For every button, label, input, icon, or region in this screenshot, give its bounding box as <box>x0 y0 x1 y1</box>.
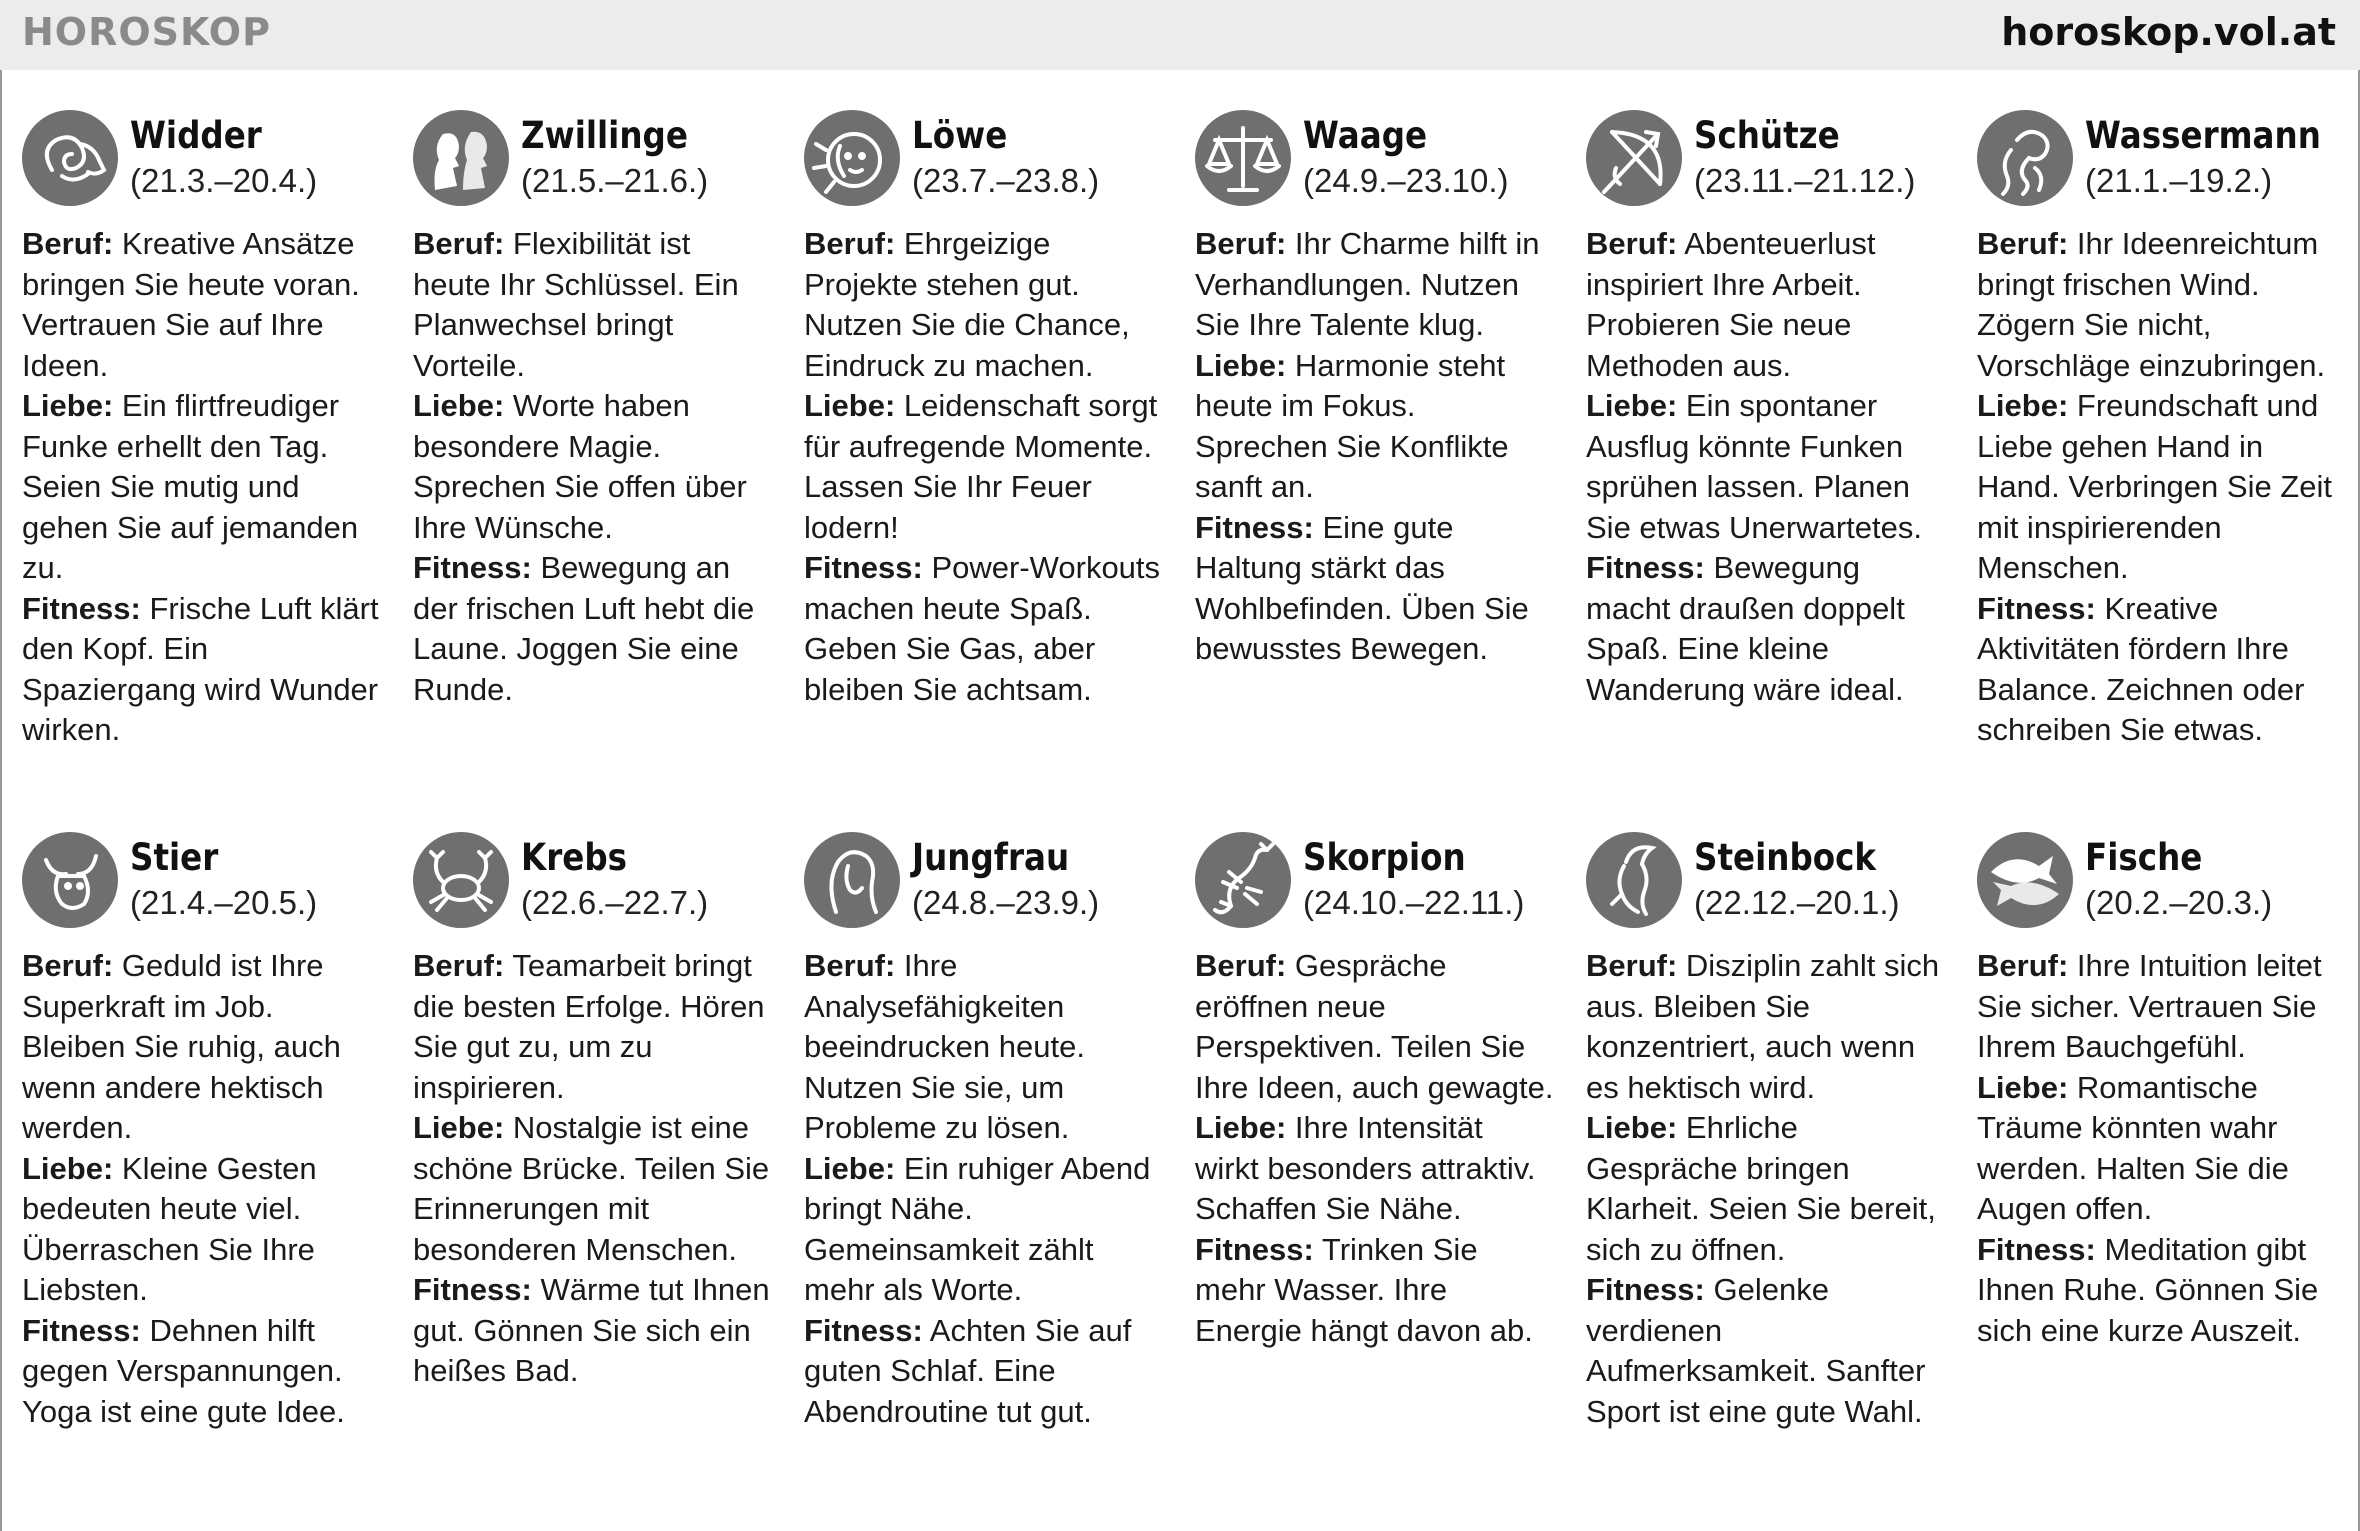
beruf-text: Disziplin zahlt sich aus. Bleiben Sie konzentriert, auch wenn es hektisch wird. <box>1586 948 1940 1105</box>
sign-dates: (23.7.–23.8.) <box>912 162 1100 199</box>
fitness-paragraph <box>1586 548 1946 710</box>
liebe-text: Worte haben besondere Magie. Sprechen Sie offen über Ihre Wünsche. <box>413 388 747 545</box>
sign-text <box>1977 946 2337 1351</box>
liebe-paragraph <box>1195 1108 1555 1230</box>
bull-icon <box>22 832 118 928</box>
beruf-text: Abenteuerlust inspiriert Ihre Arbeit. Probieren Sie neue Methoden aus. <box>1586 226 1876 383</box>
liebe-paragraph <box>1977 386 2337 589</box>
sign-text <box>804 946 1164 1432</box>
liebe-paragraph <box>1586 1108 1946 1270</box>
liebe-paragraph <box>1586 386 1946 548</box>
fitness-paragraph <box>22 589 382 751</box>
fitness-paragraph <box>1977 1230 2337 1352</box>
beruf-label: Beruf: <box>804 948 896 983</box>
fitness-paragraph <box>1195 508 1555 670</box>
liebe-label: Liebe: <box>413 388 505 423</box>
header-bar <box>0 0 2360 70</box>
liebe-paragraph <box>413 1108 773 1270</box>
sign-text <box>1195 946 1555 1351</box>
fitness-text: Gelenke verdienen Aufmerksamkeit. Sanfter Sport ist eine gute Wahl. <box>1586 1272 1926 1429</box>
fitness-text: Kreative Aktivitäten fördern Ihre Balance. Zeichnen oder schreiben Sie etwas. <box>1977 590 2305 747</box>
beruf-text: Ihr Charme hilft in Verhandlungen. Nutzen Sie Ihre Talente klug. <box>1195 226 1540 342</box>
site-url[interactable]: horoskop.vol.at <box>2001 10 2336 54</box>
beruf-paragraph <box>1977 224 2337 386</box>
fitness-text: Meditation gibt Ihnen Ruhe. Gönnen Sie sich eine kurze Auszeit. <box>1977 1231 2319 1348</box>
fitness-text: Dehnen hilft gegen Verspannungen. Yoga ist eine gute Idee. <box>22 1312 345 1429</box>
liebe-label: Liebe: <box>1977 1069 2069 1105</box>
lion-icon <box>804 110 900 206</box>
scales-icon <box>1195 110 1291 206</box>
beruf-paragraph <box>1195 946 1555 1108</box>
fitness-paragraph <box>413 548 773 710</box>
liebe-text: Freundschaft und Liebe gehen Hand in Hand. Verbringen Sie Zeit mit inspirierenden Menschen. <box>1977 388 2332 585</box>
fitness-paragraph <box>804 1311 1164 1433</box>
sign-name: Steinbock <box>1694 836 1877 879</box>
fitness-label: Fitness: <box>22 1312 141 1348</box>
beruf-paragraph <box>413 946 773 1108</box>
beruf-text: Flexibilität ist heute Ihr Schlüssel. Ein Planwechsel bringt Vorteile. <box>413 226 739 383</box>
sign-name: Widder <box>130 114 262 157</box>
beruf-label: Beruf: <box>1586 948 1678 983</box>
fish-icon <box>1977 832 2073 928</box>
fitness-label: Fitness: <box>804 550 923 585</box>
sign-text <box>22 946 382 1432</box>
beruf-text: Ihre Analysefähigkeiten beeindrucken heute. Nutzen Sie sie, um Probleme zu lösen. <box>804 948 1085 1145</box>
liebe-paragraph <box>413 386 773 548</box>
beruf-paragraph <box>1195 224 1555 346</box>
sign-name: Stier <box>130 836 219 879</box>
sign-name: Waage <box>1303 114 1428 157</box>
fitness-label: Fitness: <box>1586 550 1705 585</box>
liebe-text: Ein spontaner Ausflug könnte Funken sprühen lassen. Planen Sie etwas Unerwartetes. <box>1586 388 1922 545</box>
liebe-label: Liebe: <box>1195 347 1287 383</box>
sign-name: Krebs <box>521 836 628 879</box>
beruf-paragraph <box>804 946 1164 1149</box>
fitness-label: Fitness: <box>1977 590 2096 626</box>
fitness-label: Fitness: <box>1586 1272 1705 1307</box>
sign-dates: (21.5.–21.6.) <box>521 162 709 199</box>
sign-dates: (21.3.–20.4.) <box>130 162 318 199</box>
beruf-text: Teamarbeit bringt die besten Erfolge. Hören Sie gut zu, um zu inspirieren. <box>413 948 765 1105</box>
liebe-label: Liebe: <box>1195 1110 1287 1145</box>
page-title: HOROSKOP <box>22 10 271 54</box>
fitness-paragraph <box>804 548 1164 710</box>
fitness-label: Fitness: <box>413 550 532 585</box>
sign-dates: (23.11.–21.12.) <box>1694 162 1916 199</box>
beruf-paragraph <box>1977 946 2337 1068</box>
beruf-paragraph <box>1586 946 1946 1108</box>
fitness-text: Wärme tut Ihnen gut. Gönnen Sie sich ein heißes Bad. <box>413 1272 770 1388</box>
beruf-text: Ehrgeizige Projekte stehen gut. Nutzen Sie die Chance, Eindruck zu machen. <box>804 226 1130 383</box>
crab-icon <box>413 832 509 928</box>
beruf-text: Ihre Intuition leitet Sie sicher. Vertrauen Sie Ihrem Bauchgefühl. <box>1977 948 2322 1064</box>
sign-text <box>413 224 773 710</box>
liebe-label: Liebe: <box>413 1110 505 1145</box>
beruf-text: Ihr Ideenreichtum bringt frischen Wind. Zögern Sie nicht, Vorschläge einzubringen. <box>1977 226 2326 383</box>
sign-text <box>1977 224 2337 751</box>
fitness-paragraph <box>1586 1270 1946 1432</box>
fitness-label: Fitness: <box>804 1312 923 1348</box>
sign-dates: (21.4.–20.5.) <box>130 884 318 921</box>
virgin-icon <box>804 832 900 928</box>
archer-icon <box>1586 110 1682 206</box>
liebe-paragraph <box>1195 346 1555 508</box>
beruf-label: Beruf: <box>1586 226 1678 261</box>
liebe-label: Liebe: <box>22 1150 114 1186</box>
beruf-paragraph <box>22 224 382 386</box>
liebe-label: Liebe: <box>1586 1110 1678 1145</box>
sign-text <box>1586 946 1946 1432</box>
sign-text <box>22 224 382 751</box>
ram-icon <box>22 110 118 206</box>
sign-dates: (24.8.–23.9.) <box>912 884 1100 921</box>
sign-dates: (24.10.–22.11.) <box>1303 884 1525 921</box>
beruf-paragraph <box>804 224 1164 386</box>
frame-border-left <box>0 70 2 1531</box>
twins-icon <box>413 110 509 206</box>
sign-dates: (21.1.–19.2.) <box>2085 162 2273 199</box>
beruf-label: Beruf: <box>1195 948 1287 983</box>
liebe-label: Liebe: <box>804 1150 896 1186</box>
sign-dates: (22.6.–22.7.) <box>521 884 709 921</box>
sign-name: Skorpion <box>1303 836 1466 879</box>
liebe-text: Harmonie steht heute im Fokus. Sprechen Sie Konflikte sanft an. <box>1195 347 1509 504</box>
fitness-text: Achten Sie auf guten Schlaf. Eine Abendroutine tut gut. <box>804 1312 1132 1429</box>
sign-dates: (22.12.–20.1.) <box>1694 884 1900 921</box>
sign-name: Fische <box>2085 836 2203 879</box>
liebe-paragraph <box>804 1149 1164 1311</box>
fitness-paragraph <box>22 1311 382 1433</box>
beruf-label: Beruf: <box>413 226 505 261</box>
beruf-label: Beruf: <box>1977 948 2069 983</box>
liebe-text: Ein flirtfreudiger Funke erhellt den Tag. Seien Sie mutig und gehen Sie auf jemanden zu. <box>22 388 359 585</box>
water-bearer-icon <box>1977 110 2073 206</box>
liebe-text: Leidenschaft sorgt für aufregende Momente. Lassen Sie Ihr Feuer lodern! <box>804 388 1158 545</box>
fitness-paragraph <box>413 1270 773 1392</box>
beruf-label: Beruf: <box>22 948 114 983</box>
sign-name: Schütze <box>1694 114 1840 157</box>
liebe-label: Liebe: <box>1586 388 1678 423</box>
beruf-paragraph <box>413 224 773 386</box>
fitness-text: Trinken Sie mehr Wasser. Ihre Energie hängt davon ab. <box>1195 1231 1533 1348</box>
liebe-label: Liebe: <box>1977 388 2069 423</box>
sign-name: Jungfrau <box>912 836 1070 879</box>
beruf-text: Gespräche eröffnen neue Perspektiven. Teilen Sie Ihre Ideen, auch gewagte. <box>1195 948 1554 1105</box>
fitness-text: Bewegung macht draußen doppelt Spaß. Eine kleine Wanderung wäre ideal. <box>1586 550 1905 707</box>
fitness-paragraph <box>1977 589 2337 751</box>
sign-text <box>413 946 773 1392</box>
fitness-label: Fitness: <box>22 590 141 626</box>
fitness-paragraph <box>1195 1230 1555 1352</box>
liebe-label: Liebe: <box>22 388 114 423</box>
fitness-text: Bewegung an der frischen Luft hebt die Laune. Joggen Sie eine Runde. <box>413 550 755 707</box>
beruf-paragraph <box>22 946 382 1149</box>
beruf-label: Beruf: <box>1195 226 1287 261</box>
sign-name: Wassermann <box>2085 114 2321 157</box>
fitness-label: Fitness: <box>1195 509 1314 545</box>
fitness-label: Fitness: <box>413 1272 532 1307</box>
liebe-text: Ihre Intensität wirkt besonders attraktiv. Schaffen Sie Nähe. <box>1195 1110 1536 1226</box>
sign-text <box>1586 224 1946 710</box>
beruf-text: Geduld ist Ihre Superkraft im Job. Bleiben Sie ruhig, auch wenn andere hektisch werden. <box>22 948 341 1145</box>
liebe-text: Kleine Gesten bedeuten heute viel. Überraschen Sie Ihre Liebsten. <box>22 1150 317 1307</box>
sign-text <box>1195 224 1555 670</box>
beruf-paragraph <box>1586 224 1946 386</box>
liebe-paragraph <box>804 386 1164 548</box>
liebe-text: Ein ruhiger Abend bringt Nähe. Gemeinsamkeit zählt mehr als Worte. <box>804 1150 1151 1307</box>
fitness-label: Fitness: <box>1195 1231 1314 1267</box>
sign-name: Löwe <box>912 114 1008 157</box>
liebe-text: Nostalgie ist eine schöne Brücke. Teilen Sie Erinnerungen mit besonderen Menschen. <box>413 1110 770 1267</box>
sign-dates: (20.2.–20.3.) <box>2085 884 2273 921</box>
sign-name: Zwillinge <box>521 114 688 157</box>
liebe-text: Ehrliche Gespräche bringen Klarheit. Seien Sie bereit, sich zu öffnen. <box>1586 1110 1936 1267</box>
beruf-text: Kreative Ansätze bringen Sie heute voran. Vertrauen Sie auf Ihre Ideen. <box>22 226 360 383</box>
sign-text <box>804 224 1164 710</box>
fitness-text: Power-Workouts machen heute Spaß. Geben Sie Gas, aber bleiben Sie achtsam. <box>804 550 1161 707</box>
fitness-label: Fitness: <box>1977 1231 2096 1267</box>
liebe-paragraph <box>22 1149 382 1311</box>
sign-dates: (24.9.–23.10.) <box>1303 162 1509 199</box>
fitness-text: Eine gute Haltung stärkt das Wohlbefinden. Üben Sie bewusstes Bewegen. <box>1195 509 1529 666</box>
beruf-label: Beruf: <box>1977 226 2069 261</box>
fitness-text: Frische Luft klärt den Kopf. Ein Spaziergang wird Wunder wirken. <box>22 590 379 747</box>
liebe-paragraph <box>22 386 382 589</box>
scorpion-icon <box>1195 832 1291 928</box>
beruf-label: Beruf: <box>413 948 505 983</box>
capricorn-icon <box>1586 832 1682 928</box>
beruf-label: Beruf: <box>804 226 896 261</box>
liebe-label: Liebe: <box>804 388 896 423</box>
liebe-text: Romantische Träume könnten wahr werden. Halten Sie die Augen offen. <box>1977 1069 2289 1226</box>
beruf-label: Beruf: <box>22 226 114 261</box>
liebe-paragraph <box>1977 1068 2337 1230</box>
